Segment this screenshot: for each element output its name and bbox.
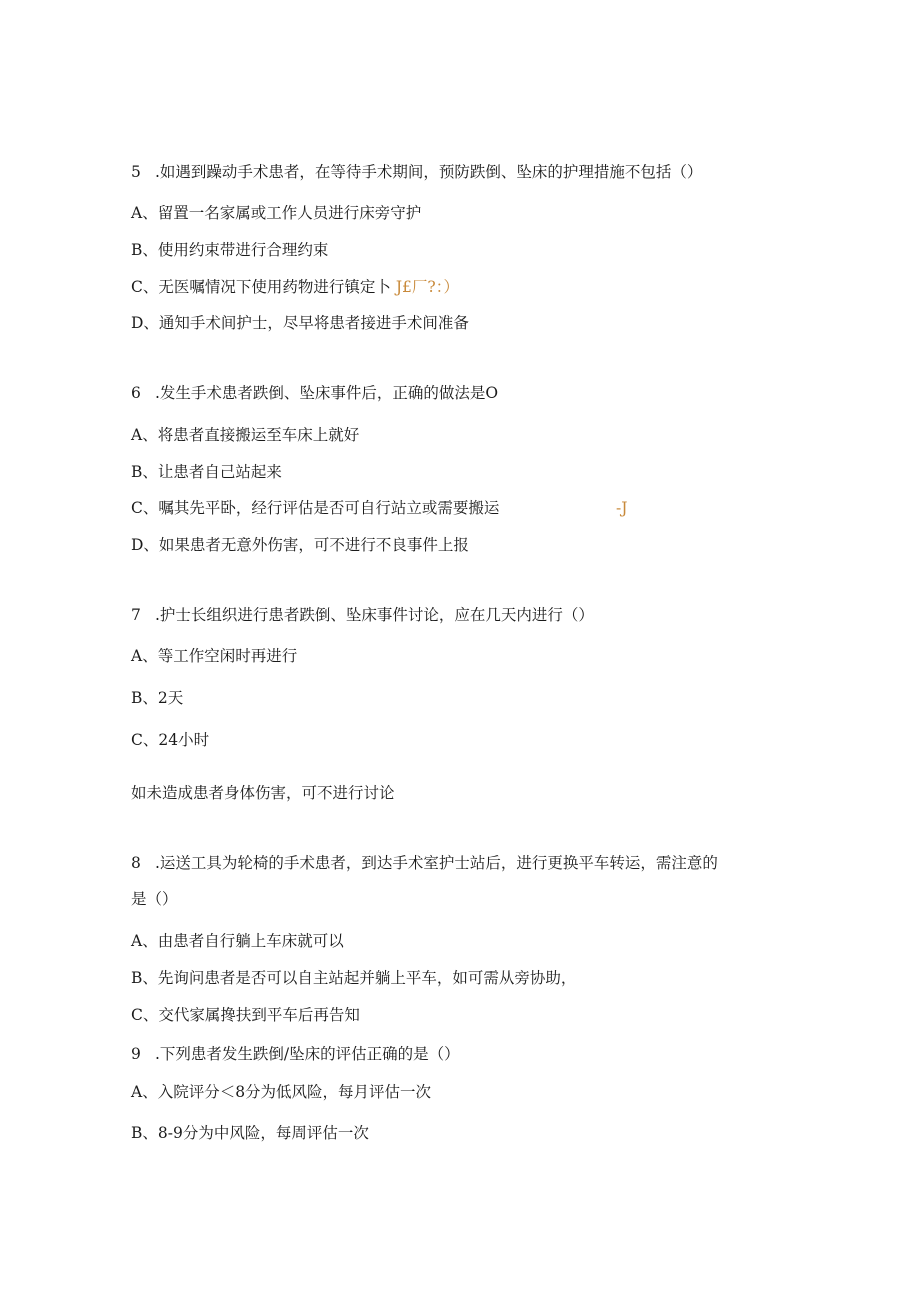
option: B、8-9分为中风险，每周评估一次: [131, 1124, 369, 1142]
question-9-stem: [131, 1044, 460, 1064]
question-text: .运送工具为轮椅的手术患者，到达手术室护士站后，进行更换平车转运，需注意的: [155, 854, 718, 872]
option: B、让患者自己站起来: [131, 463, 282, 481]
option: A、留置一名家属或工作人员进行床旁守护: [131, 204, 422, 222]
option: D、如果患者无意外伤害，可不进行不良事件上报: [131, 536, 469, 554]
question-text: .下列患者发生跌倒/坠床的评估正确的是（）: [155, 1045, 460, 1063]
question-6-stem: [131, 383, 498, 403]
scan-artifact: -J: [616, 499, 628, 517]
question-number: 9: [131, 1045, 141, 1063]
option: B、先询问患者是否可以自主站起并躺上平车，如可需从旁协助，: [131, 969, 577, 987]
option: B、使用约束带进行合理约束: [131, 241, 329, 259]
question-5-stem: [131, 162, 702, 182]
question-text-continued: 是（）: [131, 890, 178, 908]
option: C、交代家属搀扶到平车后再告知: [131, 1006, 360, 1024]
question-number: 8: [131, 854, 141, 872]
option-c-line: [131, 277, 459, 297]
option: A、入院评分＜8分为低风险，每月评估一次: [131, 1083, 432, 1101]
option: B、2天: [131, 689, 184, 707]
option: C、无医嘱情况下使用药物进行镇定卜: [131, 278, 391, 296]
question-text: .如遇到躁动手术患者，在等待手术期间，预防跌倒、坠床的护理措施不包括（）: [155, 163, 703, 181]
question-number: 7: [131, 606, 141, 624]
option: A、将患者直接搬运至车床上就好: [131, 426, 360, 444]
question-text: .护士长组织进行患者跌倒、坠床事件讨论，应在几天内进行（）: [155, 606, 594, 624]
option: 如未造成患者身体伤害，可不进行讨论: [131, 784, 395, 802]
question-number: 6: [131, 384, 141, 402]
scan-artifact: J£厂?：）: [395, 278, 459, 296]
option: A、等工作空闲时再进行: [131, 647, 298, 665]
question-number: 5: [131, 163, 141, 181]
option: C、嘱其先平卧，经行评估是否可自行站立或需要搬运: [131, 499, 500, 517]
question-8-stem: [131, 853, 718, 873]
option: C、24小时: [131, 731, 210, 749]
option: A、由患者自行躺上车床就可以: [131, 932, 344, 950]
question-text: .发生手术患者跌倒、坠床事件后，正确的做法是O: [155, 384, 499, 402]
option: D、通知手术间护士，尽早将患者接进手术间准备: [131, 314, 469, 332]
question-7-stem: [131, 605, 594, 625]
